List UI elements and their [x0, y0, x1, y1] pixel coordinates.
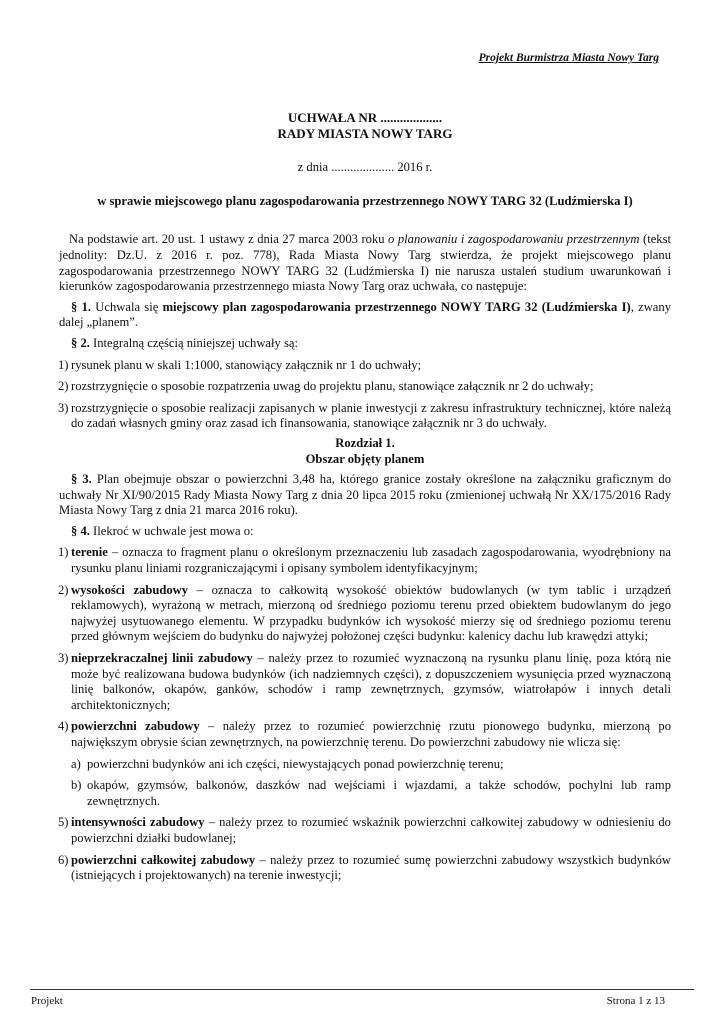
- section-2: § 2. Integralną częścią niniejszej uchwały są:: [71, 335, 298, 350]
- list-item: 2) rozstrzygnięcie o sposobie rozpatrzenia uwag do projektu planu, stanowiące załącznik nr 2 do uchwały;: [58, 379, 594, 394]
- section-3: § 3. Plan obejmuje obszar o powierzchni 3,48 ha, którego granice zostały określone na załączniku graficznym do uchwały Nr XI/90/2015 Rady Miasta Nowy Targ z dnia 20 lipca 2015 roku (zmienionej uchwałą Nr XX/175/2016 Rady Miasta Nowy Targ z dnia 21 marca 2016 roku).: [59, 472, 672, 518]
- document-body: [59, 110, 671, 884]
- definition-item: 1) terenie – oznacza to fragment planu o określonym przeznaczeniu lub zasadach zagospodarowania, wyodrębniony na rysunku planu liniami rozgraniczającymi i opisany symbolem identyfikacyjnym;: [58, 545, 671, 576]
- definition-item: 6) powierzchni całkowitej zabudowy – należy przez to rozumieć sumę powierzchni zabudowy wszystkich budynków (istniejących i projektowanych) na terenie inwestycji;: [58, 852, 672, 883]
- definition-item: 4) powierzchni zabudowy – należy przez to rozumieć powierzchnię rzutu pionowego budynku, mierzoną po największym obrysie ścian zewnętrznych, na powierzchnię terenu. Do powierzchni zabudowy nie wlicza się:: [58, 719, 671, 749]
- list-item: 3) rozstrzygnięcie o sposobie realizacji zapisanych w planie inwestycji z zakresu infrastruktury technicznej, które należą do zadań własnych gminy oraz zasad ich finansowania, stanowiące załącznik nr 3 do uchwały.: [58, 400, 671, 431]
- resolution-subject: w sprawie miejscowego planu zagospodarowania przestrzennego NOWY TARG 32 (Ludźmierska I): [97, 193, 633, 208]
- resolution-number: UCHWAŁA NR ...................: [287, 110, 443, 125]
- sub-item: a) powierzchni budynków ani ich części, niewystających ponad powierzchnię terenu;: [71, 756, 504, 771]
- sub-item: b) okapów, gzymsów, balkonów, daszków nad wejściami i wjazdami, a także schodów, pochylni lub ramp zewnętrznych.: [71, 778, 671, 808]
- draft-header-note: Projekt Burmistrza Miasta Nowy Targ: [478, 52, 659, 64]
- chapter-title: Obszar objęty planem: [305, 451, 425, 466]
- intro-paragraph: Na podstawie art. 20 ust. 1 ustawy z dnia 27 marca 2003 roku o planowaniu i zagospodarowaniu przestrzennym (tekst jednolity: Dz.U. z 2016 r. poz. 778), Rada Miasta Nowy Targ stwierdza, że projekt miejscowego planu zagospodarowania przestrzennego NOWY TARG 32 (Ludźmierska I) nie narusza ustaleń studium uwarunkowań i kierunków zagospodarowania przestrzennego miasta Nowy Targ oraz uchwała, co następuje:: [59, 232, 671, 294]
- definition-item: 3) nieprzekraczalnej linii zabudowy – należy przez to rozumieć wyznaczoną na rysunku planu linię, poza którą nie może być realizowana budowa budynków (ich nadziemnych części), z dopuszczeniem wysunięcia przed wyznaczoną linię balkonów, okapów, ganków, schodów i ramp zewnętrznych, gzymsów, wiatrołapów i innych detali architektonicznych;: [58, 651, 671, 712]
- chapter-label: Rozdział 1.: [335, 435, 395, 450]
- section-4: § 4. Ilekroć w uchwale jest mowa o:: [71, 523, 254, 538]
- section-1: § 1. Uchwala się miejscowy plan zagospodarowania przestrzennego NOWY TARG 32 (Ludźmierska I), zwany dalej „planem”.: [59, 299, 671, 330]
- page-number: Strona 1 z 13: [606, 995, 665, 1007]
- resolution-date: z dnia .................... 2016 r.: [297, 160, 433, 175]
- definition-item: 5) intensywności zabudowy – należy przez to rozumieć wskaźnik powierzchni całkowitej zabudowy w odniesieniu do powierzchni działki budowlanej;: [58, 815, 671, 845]
- council-name: RADY MIASTA NOWY TARG: [277, 125, 453, 141]
- footer-divider: [30, 989, 694, 990]
- footer-label: Projekt: [31, 995, 63, 1007]
- definition-item: 2) wysokości zabudowy – oznacza to całkowitą wysokość obiektów budowlanych (w tym tablic i urządzeń reklamowych), wyrażoną w metrach, mierzoną od średniego poziomu terenu przed obiektem budowlanym do jego najwyżej usytuowanego elementu. W przypadku budynków ich wysokość mierzy się od średniego poziomu terenu przed głównym wejściem do budynku do najwyżej położonej części budynku: kalenicy dachu lub krawędzi attyki;: [58, 582, 672, 644]
- list-item: 1) rysunek planu w skali 1:1000, stanowiący załącznik nr 1 do uchwały;: [58, 357, 422, 372]
